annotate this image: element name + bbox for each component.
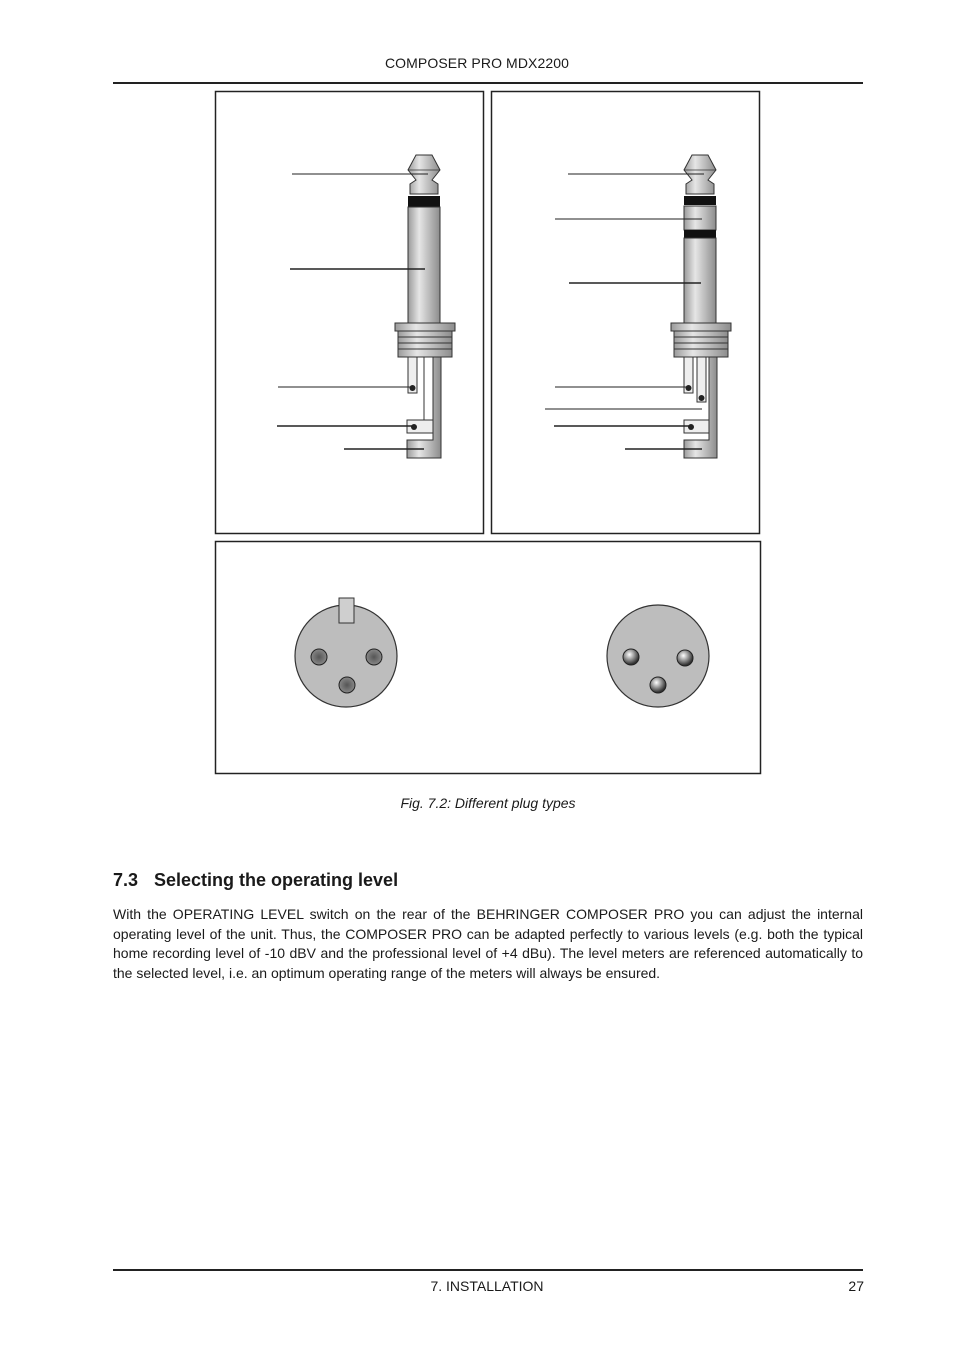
page-number: 27	[848, 1278, 864, 1294]
stereo-jack-frame	[492, 92, 760, 534]
xlr-male-connector	[607, 605, 709, 707]
stereo-jack-plug	[545, 155, 731, 458]
mono-jack-plug	[277, 155, 455, 458]
section-number: 7.3	[113, 870, 139, 890]
mono-jack-frame	[216, 92, 484, 534]
figure-caption: Fig. 7.2: Different plug types	[400, 795, 576, 811]
plug-types-figure	[214, 90, 764, 776]
footer-rule	[113, 1269, 863, 1271]
section-heading	[113, 870, 398, 891]
section-title: Selecting the operating level	[154, 870, 399, 890]
running-header: COMPOSER PRO MDX2200	[384, 55, 570, 71]
header-rule	[113, 82, 863, 84]
section-body-paragraph: With the OPERATING LEVEL switch on the rear of the BEHRINGER COMPOSER PRO you can adjust the internal operating level of the unit. Thus, the COMPOSER PRO can be adapted perfectly to various levels (e.g. both the typical home recording level of -10 dBV and the professional level of +4 dBu). The level meters are referenced automatically to the selected level, i.e. an optimum operating range of the meters will always be ensured.	[113, 906, 863, 981]
footer-section-label: 7. INSTALLATION	[430, 1278, 544, 1294]
xlr-female-connector	[295, 598, 397, 707]
